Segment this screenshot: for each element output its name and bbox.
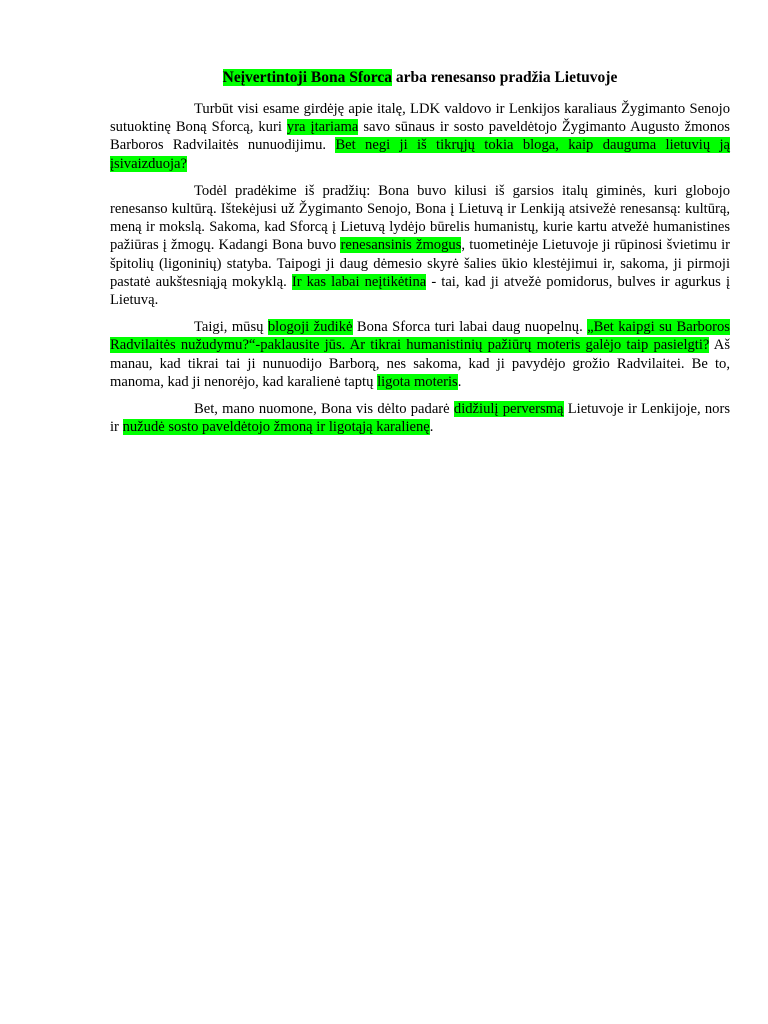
- document-title: [110, 68, 730, 88]
- paragraph-text: Taigi, mūsų: [194, 319, 268, 336]
- document-body: [110, 100, 730, 436]
- paragraph-text: Turbūt visi esame girdėję apie italę, LDK valdovo ir Lenkijos karaliaus Žygimanto Senojo sutuoktinę Boną Sforcą, kuri: [110, 101, 730, 136]
- paragraph-text: Lietuvoje ir Lenkijoje, nors ir: [110, 401, 731, 436]
- highlighted-text: ligota moteris: [377, 373, 458, 390]
- paragraph-3: [110, 318, 730, 391]
- paragraph-text: Todėl pradėkime iš pradžių: Bona buvo kilusi iš garsios italų giminės, kuri globojo renesanso kultūrą. Ištekėjusi už Žygimanto Senojo, Bona į Lietuvą ir Lenkiją atsivežė renesansą: kultūrą, meną ir mokslą. Sakoma, kad Sforcą į Lietuvą lydėjo būrelis humanistų, kurie kartu atvežė humanistines pažiūras į žmogų. Kadangi Bona buvo: [110, 182, 730, 254]
- highlighted-text: Ir kas labai neįtikėtina: [291, 273, 427, 290]
- highlighted-text: Bet negi ji iš tikrųjų tokia bloga, kaip dauguma lietuvių ją įsivaizduoja?: [110, 137, 730, 172]
- paragraph-4: [110, 400, 730, 436]
- paragraph-text: .: [457, 373, 462, 390]
- title-highlight: Neįvertintoji Bona Sforca: [222, 69, 392, 86]
- highlighted-text: nužudė sosto paveldėtojo žmoną ir ligotąją karalienę: [122, 419, 430, 436]
- paragraph-text: Aš manau, kad tikrai tai ji nunuodijo Barborą, nes sakoma, kad ji pavydėjo grožio Radvilaitei. Be to, manoma, kad ji nenorėjo, kad karalienė taptų: [110, 337, 731, 390]
- title-rest: arba renesanso pradžia Lietuvoje: [392, 69, 618, 86]
- highlighted-text: „Bet kaipgi su Barboros Radvilaitės nužudymu?“-paklausite jūs. Ar tikrai humanistinių pažiūrų moteris galėjo taip pasielgti?: [110, 319, 730, 354]
- highlighted-text: renesansinis žmogus: [340, 237, 462, 254]
- highlighted-text: blogoji žudikė: [267, 319, 353, 336]
- paragraph-1: [110, 100, 730, 173]
- paragraph-text: Bet, mano nuomone, Bona vis dėlto padarė: [194, 401, 454, 418]
- highlighted-text: didžiulį perversmą: [453, 401, 564, 418]
- highlighted-text: yra įtariama: [286, 119, 359, 136]
- paragraph-text: - tai, kad ji atvežė pomidorus, bulves ir agurkus į Lietuvą.: [110, 273, 731, 309]
- paragraph-text: Bona Sforca turi labai daug nuopelnų.: [352, 319, 588, 336]
- paragraph-2: [110, 182, 730, 309]
- paragraph-text: savo sūnaus ir sosto paveldėtojo Žygimanto Augusto žmonos Barboros Radvilaitės nunuodijimu.: [110, 119, 730, 154]
- paragraph-text: , tuometinėje Lietuvoje ji rūpinosi švietimu ir špitolių (ligoninių) statyba. Taipogi ji daug dėmesio skyrė šalies ūkio klestėjimui ir, sakoma, ji pirmoji pastatė aukštesniąją mokyklą.: [110, 237, 730, 290]
- paragraph-text: .: [429, 419, 434, 436]
